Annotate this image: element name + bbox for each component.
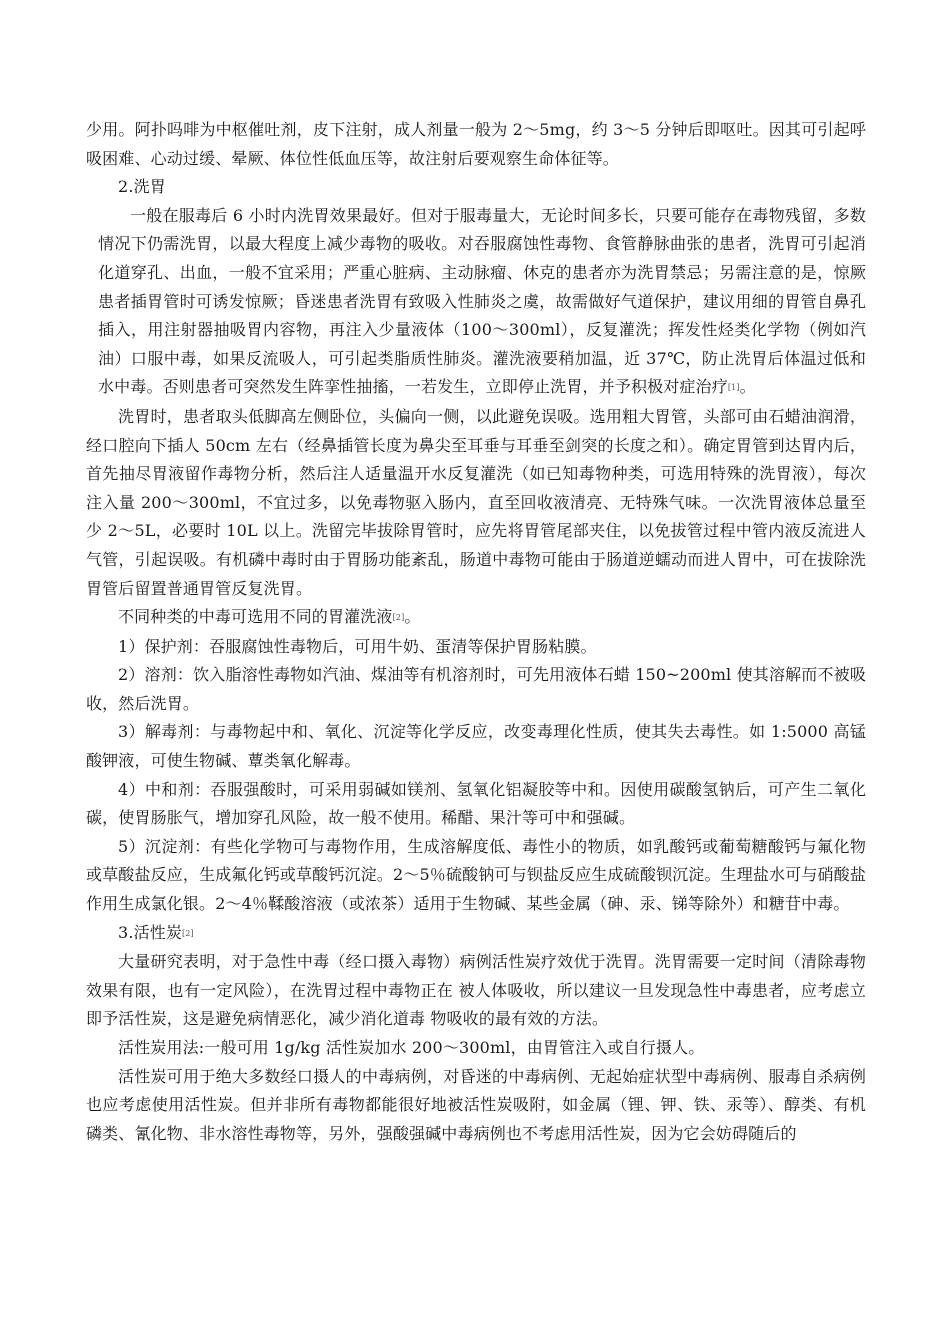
citation-ref: [2]: [182, 928, 194, 938]
document-page: [86, 116, 866, 1148]
paragraph-text: 活性炭用法:一般可用 1g/kg 活性炭加水 200～300ml，由胃管注入或自行摄人。: [118, 1038, 705, 1057]
list-item-text: 2）溶剂：饮入脂溶性毒物如汽油、煤油等有机溶剂时，可先用液体石蜡 150~200ml 使其溶解而不被吸收，然后洗胃。: [86, 665, 866, 713]
paragraph-charcoal-dosage: [86, 1034, 866, 1063]
heading-text: 2.洗胃: [118, 177, 166, 197]
list-item-solvent: [86, 661, 866, 718]
paragraph-text: 洗胃时，患者取头低脚高左侧卧位，头偏向一侧，以此避免误吸。选用粗大胃管，头部可由石蜡油润滑，经口腔向下插人 50cm 左右（经鼻插管长度为鼻尖至耳垂与耳垂至剑突的长度之和）。确定胃管到达胃内后，首先抽尽胃液留作毒物分析，然后注人适量温开水反复灌洗（如已知毒物种类，可选用特殊的洗胃液），每次注入量 200～300ml，不宜过多，以免毒物驱入肠内，直至回收液清亮、无特殊气味。一次洗胃液体总量至少 2～5L，必要时 10L 以上。洗留完毕拔除胃管时，应先将胃管尾部夹住，以免拔管过程中管内液反流进人气管，引起误吸。有机磷中毒时由于胃肠功能紊乱，肠道中毒物可能由于肠道逆蠕动而进人胃中，可在拔除洗胃管后留置普通胃管反复洗胃。: [86, 406, 866, 598]
list-item-antidote: [86, 718, 866, 775]
paragraph-text: 大量研究表明，对于急性中毒（经口摄入毒物）病例活性炭疗效优于洗胃。洗胃需要一定时间（清除毒物效果有限，也有一定风险），在洗胃过程中毒物正在 被人体吸收，所以建议一旦发现急性中毒患者，应考虑立即予活性炭，这是避免病情恶化，减少消化道毒 物吸收的最有效的方法。: [86, 952, 866, 1029]
section-heading-gastric-lavage: [86, 173, 866, 202]
citation-ref: [1]: [727, 383, 740, 393]
paragraph-lavage-timing: [86, 202, 866, 403]
paragraph-charcoal-indications: [86, 1063, 866, 1149]
paragraph-lavage-solutions-intro: [86, 603, 866, 633]
paragraph-text: 一般在服毒后 6 小时内洗胃效果最好。但对于服毒量大，无论时间多长，只要可能存在毒物残留，多数情况下仍需洗胃，以最大程度上减少毒物的吸收。对吞服腐蚀性毒物、食管静脉曲张的患者，洗胃可引起消化道穿孔、出血，一般不宜采用；严重心脏病、主动脉瘤、休克的患者亦为洗胃禁忌；另需注意的是，惊厥患者插胃管时可诱发惊厥；昏迷患者洗胃有致吸入性肺炎之虞，故需做好气道保护，建议用细的胃管自鼻孔插入，用注射器抽吸胃内容物，再注入少量液体（100～300ml），反复灌洗；挥发性烃类化学物（例如汽油）口服中毒，如果反流吸人，可引起类脂质性肺炎。灌洗液要稍加温，近 37℃，防止洗胃后体温过低和水中毒。否则患者可突然发生阵挛性抽搐，一若发生，立即停止洗胃，并予积极对症治疗: [98, 205, 866, 397]
list-item-protectant: [86, 633, 866, 662]
paragraph-tail: 。: [739, 377, 756, 397]
paragraph-lavage-procedure: [86, 403, 866, 603]
paragraph-text: 活性炭可用于绝大多数经口摄人的中毒病例，对昏迷的中毒病例、无起始症状型中毒病例、服毒自杀病例也应考虑使用活性炭。但并非所有毒物都能很好地被活性炭吸附，如金属（锂、钾、铁、汞等）、醇类、有机磷类、氰化物、非水溶性毒物等，另外，强酸强碱中毒病例也不考虑用活性炭，因为它会妨碍随后的: [86, 1066, 866, 1143]
list-item-precipitant: [86, 833, 866, 919]
heading-text: 3.活性炭: [118, 922, 183, 942]
list-item-text: 3）解毒剂：与毒物起中和、氧化、沉淀等化学反应，改变毒理化性质，使其失去毒性。如 1:5000 高锰酸钾液，可使生物碱、蕈类氧化解毒。: [86, 722, 866, 771]
list-item-text: 1）保护剂：吞服腐蚀性毒物后，可用牛奶、蛋清等保护胃肠粘膜。: [118, 636, 597, 656]
section-heading-activated-charcoal: [86, 919, 866, 949]
paragraph-apomorphine: [86, 116, 866, 173]
list-item-neutralizer: [86, 776, 866, 833]
paragraph-text: 不同种类的中毒可选用不同的胃灌洗液: [118, 607, 393, 627]
paragraph-charcoal-evidence: [86, 948, 866, 1034]
list-item-text: 5）沉淀剂：有些化学物可与毒物作用，生成溶解度低、毒性小的物质，如乳酸钙或葡萄糖酸钙与氟化物或草酸盐反应，生成氟化钙或草酸钙沉淀。2～5％硫酸钠可与钡盐反应生成硫酸钡沉淀。生理盐水可与硝酸盐作用生成氯化银。2～4％鞣酸溶液（或浓茶）适用于生物碱、某些金属（砷、汞、锑等除外）和糖苷中毒。: [86, 836, 866, 914]
citation-ref: [2]: [392, 613, 405, 623]
paragraph-text: 少用。阿扑吗啡为中枢催吐剂，皮下注射，成人剂量一般为 2～5mg，约 3～5 分钟后即呕吐。因其可引起呼吸困难、心动过缓、晕厥、体位性低血压等，故注射后要观察生命体征等。: [86, 120, 866, 168]
paragraph-tail: 。: [404, 607, 421, 627]
list-item-text: 4）中和剂：吞服强酸时，可采用弱碱如镁剂、氢氧化铝凝胶等中和。因使用碳酸氢钠后，可产生二氧化碳，使胃肠胀气，增加穿孔风险，故一般不使用。稀醋、果汁等可中和强碱。: [86, 779, 866, 828]
